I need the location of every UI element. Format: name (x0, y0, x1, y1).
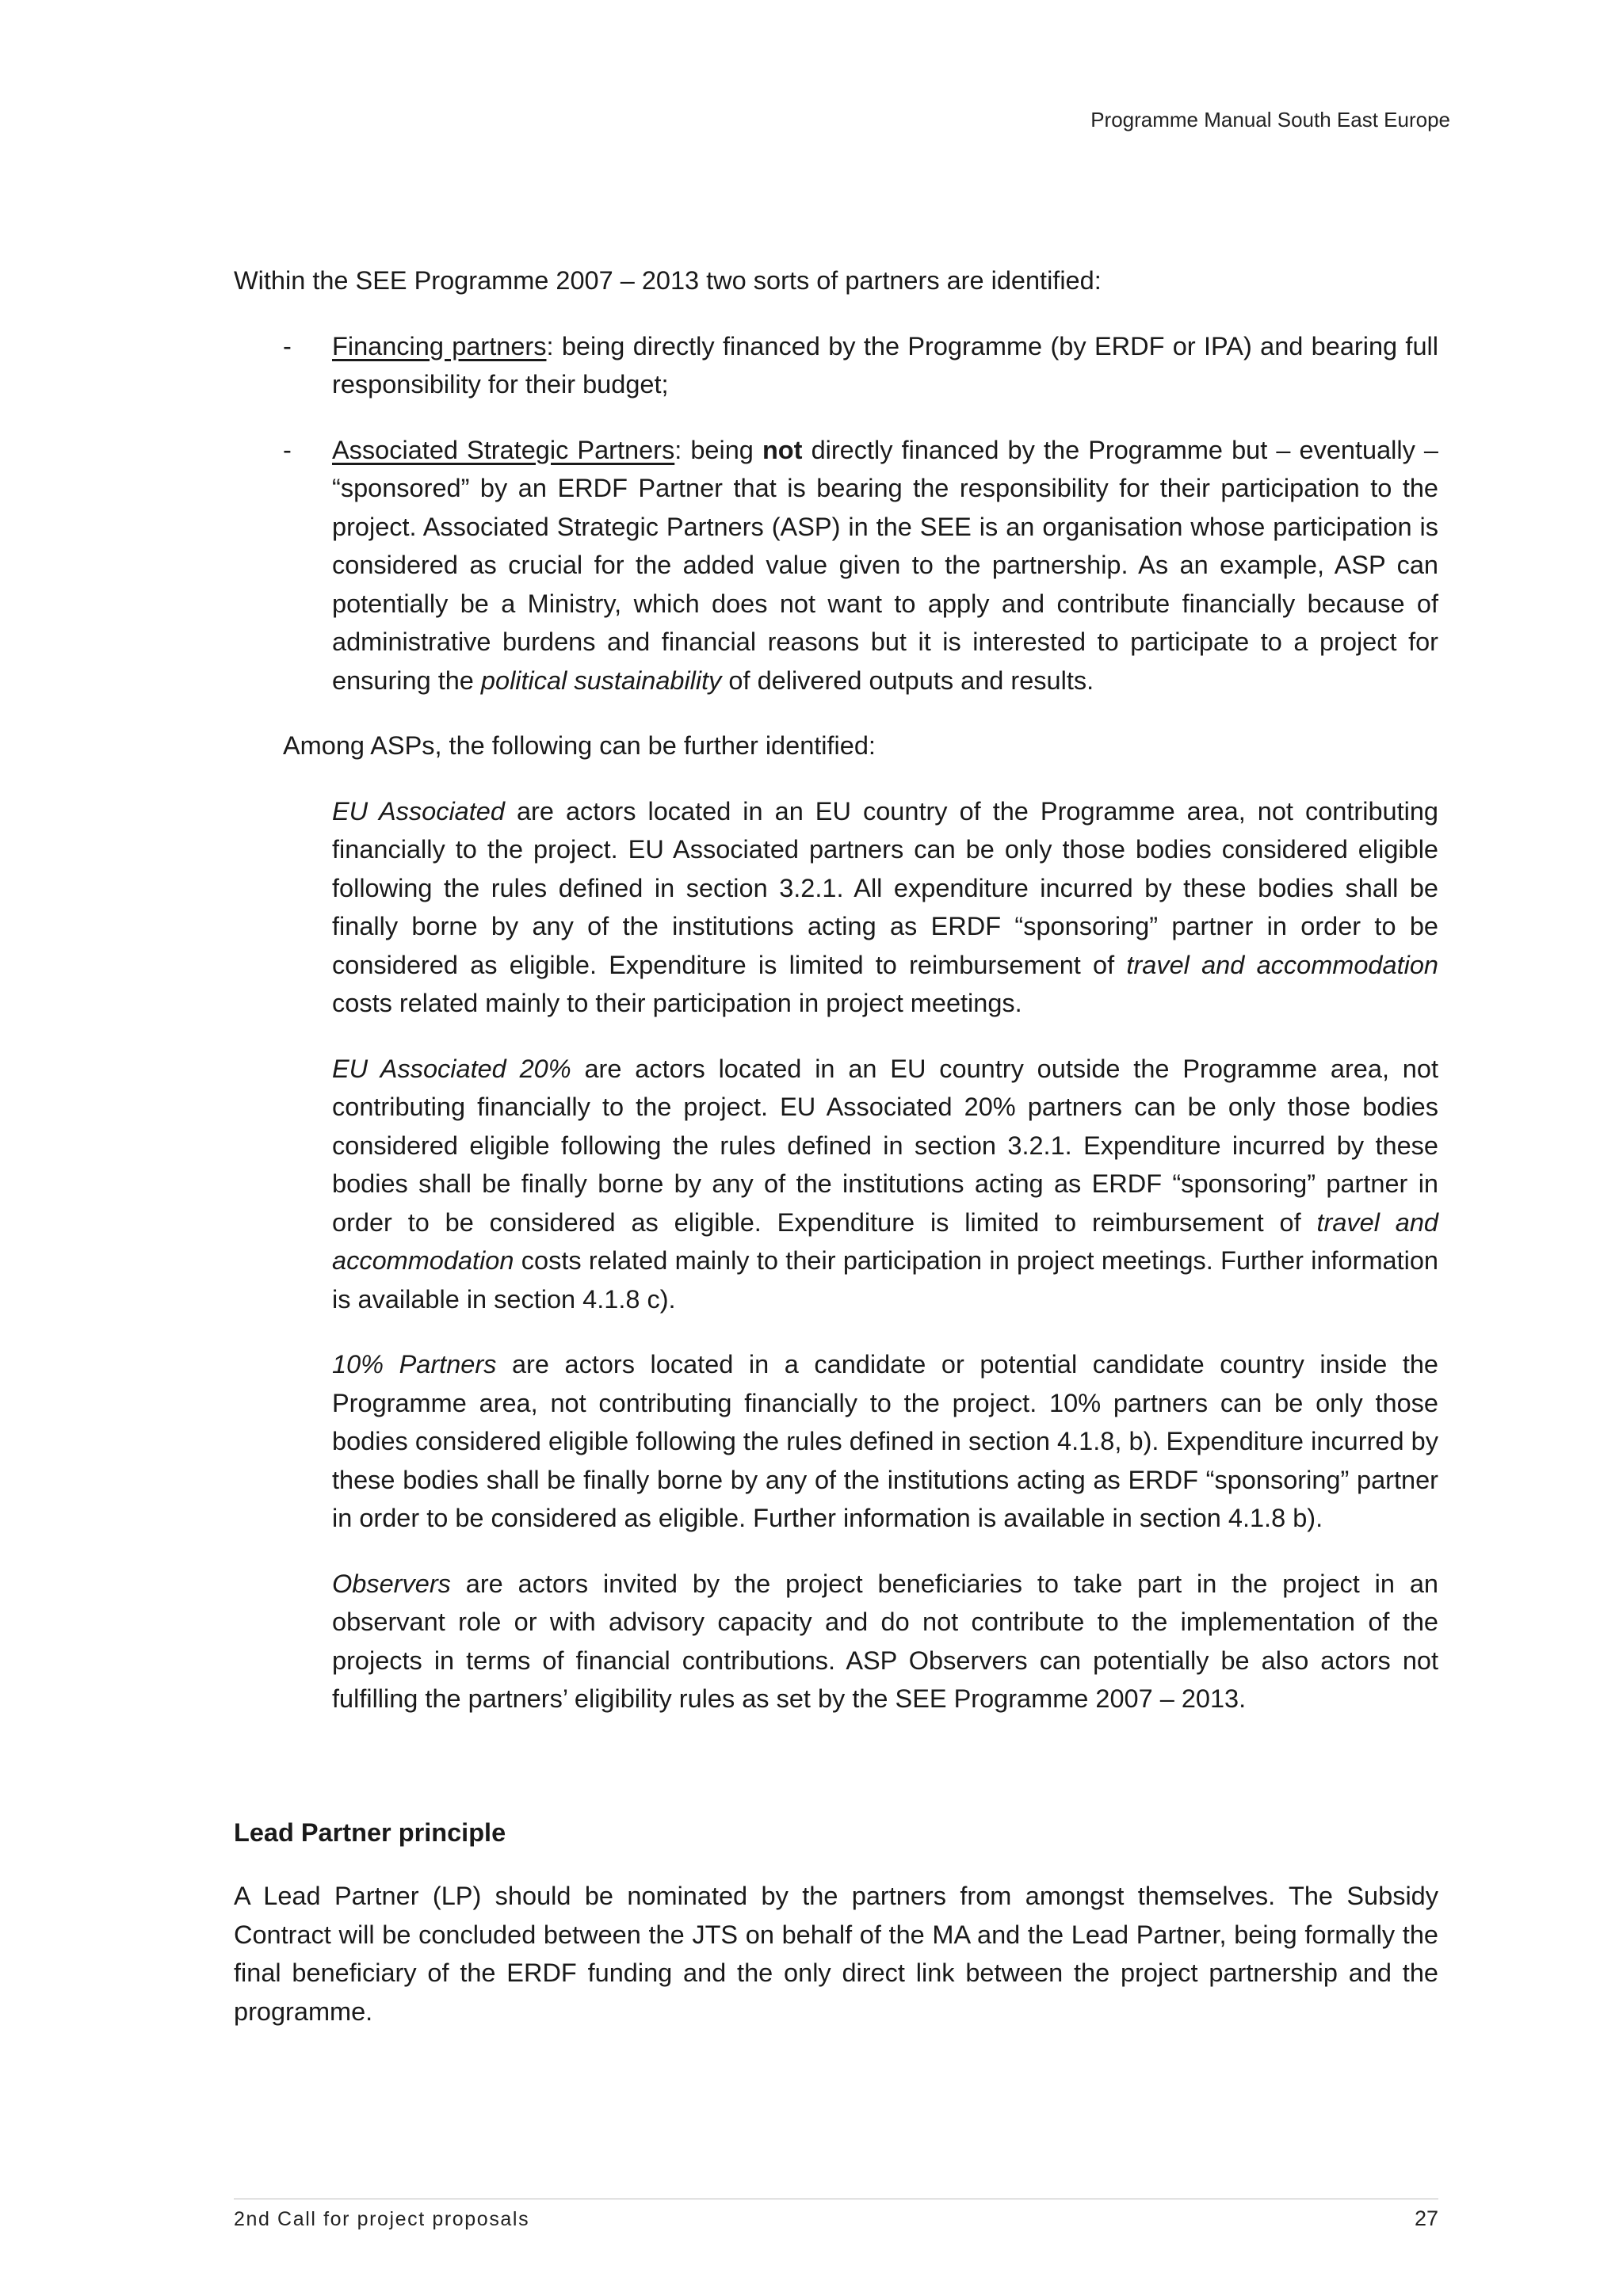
term-associated-strategic-partners: Associated Strategic Partners (332, 435, 675, 464)
category-text: are actors invited by the project beneficiaries to take part in the project in an observant role or with advisory capacity and do not contribute to the implementation of the projects in terms of financial contributions. ASP Observers can potentially be also actors not fulfilling the partners’ eligibility rules as set by the SEE Programme 2007 – 2013. (332, 1569, 1438, 1713)
category-10-partners (234, 1345, 1438, 1538)
bold-not: not (762, 435, 803, 464)
category-term: Observers (332, 1569, 451, 1598)
intro-paragraph: Within the SEE Programme 2007 – 2013 two sorts of partners are identified: (234, 266, 1102, 295)
term-financing-partners: Financing partners (332, 331, 547, 360)
category-term: 10% Partners (332, 1350, 497, 1379)
bullet-text: : being directly financed by the Programme (by ERDF or IPA) and bearing full responsibility for their budget; (332, 331, 1438, 399)
page-content (234, 261, 1438, 2031)
italic-travel-accommodation: travel and accommodation (332, 1207, 1439, 1275)
lead-partner-heading: Lead Partner principle (234, 1817, 506, 1847)
category-text: are actors located in a candidate or potential candidate country inside the Programme area, not contributing financially to the project. 10% partners can be only those bodies considered eligible following the rules defined in section 4.1.8, b). Expenditure incurred by these bodies shall be finally borne by any of the institutions acting as ERDF “sponsoring” partner in order to be considered as eligible. Further information is available in section 4.1.8 b). (332, 1350, 1439, 1532)
bullet-text: of delivered outputs and results. (721, 666, 1094, 695)
page-number: 27 (1414, 2206, 1438, 2230)
bullet-associated-strategic-partners (234, 431, 1438, 700)
italic-political-sustainability: political sustainability (480, 666, 722, 695)
category-text: are actors located in an EU country of the Programme area, not contributing financially to the project. EU Associated partners can be only those bodies considered eligible following the rules defined in section 3.2.1. All expenditure incurred by these bodies shall be finally borne by any of the institutions acting as ERDF “sponsoring” partner in order to be considered as eligible. Expenditure is limited to reimbursement of (332, 796, 1438, 979)
footer-document-title: 2nd Call for project proposals (234, 2208, 530, 2230)
category-text: costs related mainly to their participation in project meetings. (332, 989, 1022, 1017)
bullet-dash: - (283, 331, 292, 360)
lead-partner-paragraph: A Lead Partner (LP) should be nominated by the partners from amongst themselves. The Subsidy Contract will be concluded between the JTS on behalf of the MA and the Lead Partner, being formally the final beneficiary of the ERDF funding and the only direct link between the project partnership and the programme. (234, 1882, 1438, 2026)
category-eu-associated (234, 792, 1438, 1023)
italic-travel-accommodation: travel and accommodation (1126, 950, 1438, 979)
category-term: EU Associated (332, 796, 505, 826)
running-header: Programme Manual South East Europe (1090, 108, 1450, 132)
category-eu-associated-20 (234, 1050, 1438, 1319)
category-text: are actors located in an EU country outside the Programme area, not contributing financially to the project. EU Associated 20% partners can be only those bodies considered eligible following the rules defined in section 3.2.1. Expenditure incurred by these bodies shall be finally borne by any of the institutions acting as ERDF “sponsoring” partner in order to be considered as eligible. Expenditure is limited to reimbursement of (332, 1054, 1438, 1237)
bullet-text: : being (674, 435, 762, 464)
bullet-text: directly financed by the Programme but – eventually – “sponsored” by an ERDF Partner that is bearing the responsibility for their participation to the project. Associated Strategic Partners (ASP) in the SEE is an organisation whose participation is considered as crucial for the added value given to the partnership. As an example, ASP can potentially be a Ministry, which does not want to apply and contribute financially because of administrative burdens and financial reasons but it is interested to participate to a project for ensuring the (332, 435, 1439, 695)
category-text: costs related mainly to their participation in project meetings. Further information is available in section 4.1.8 c). (332, 1246, 1438, 1314)
bullet-dash: - (283, 435, 292, 464)
category-term: EU Associated 20% (332, 1054, 571, 1083)
category-observers (234, 1565, 1438, 1718)
bullet-financing-partners (234, 327, 1438, 404)
among-asps-paragraph: Among ASPs, the following can be further identified: (283, 731, 876, 760)
